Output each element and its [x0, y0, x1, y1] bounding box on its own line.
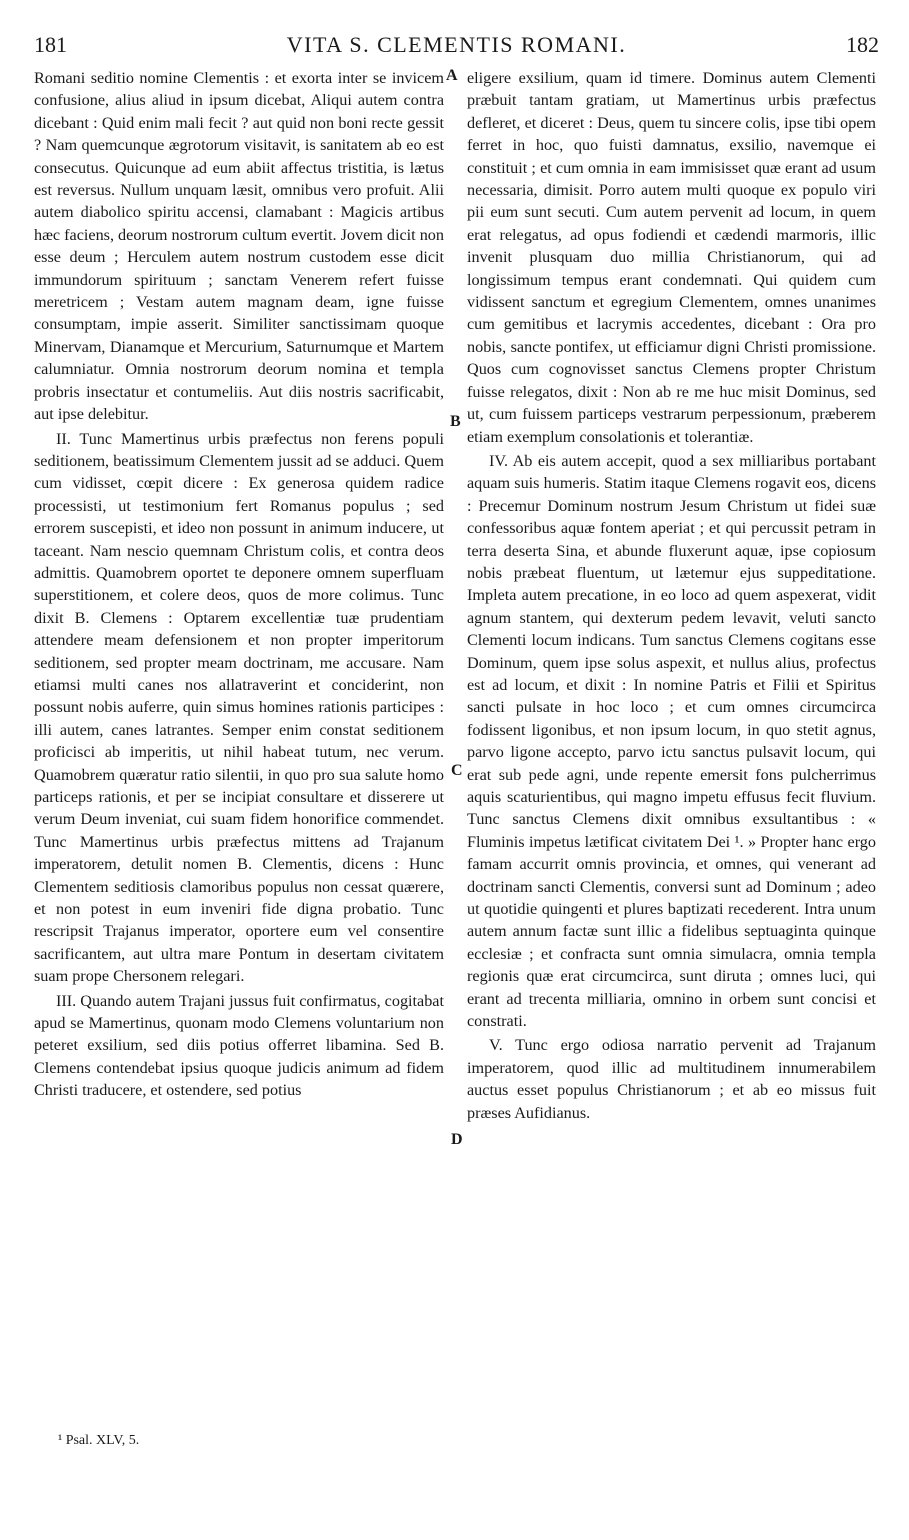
margin-marker-b: B [450, 413, 461, 430]
paragraph-right-3: V. Tunc ergo odiosa narratio pervenit ad Trajanum imperatorem, quod illic ad multitudinem innumerabilem auctus esset populus Christianorum ; et ab eo missus fuit præses Aufidianus. [467, 1036, 876, 1122]
left-column [34, 67, 444, 1102]
paragraph-left-3: III. Quando autem Trajani jussus fuit confirmatus, cogitabat apud se Mamertinus, quonam modo Clemens voluntarium non peteret exsilium, sed diis potius offerret libamina. Sed B. Clemens contendebat ipsius quoque judicis animum ad fidem Christi traducere, et ostendere, sed potius [34, 991, 444, 1100]
paragraph-right-1: eligere exsilium, quam id timere. Dominus autem Clementi præbuit tantam gratiam, ut Mamertinus urbis præfectus defleret, et diceret : Deus, quem tu sincere colis, ipse tibi opem ferret in hoc, quo fuisti damnatus, exsilio, navemque ei constituit ; et cum omnia in eam immisisset quæ erant ad usum necessaria, dimisit. Porro autem multi quoque ex populo viri pii eum sunt secuti. Cum autem pervenit ad locum, in quem erat relegatus, ad opus fodiendi et cædendi marmoris, illic invenit plusquam duo millia Christianorum, qui ad longissimum tempus erant condemnati. Qui quidem cum vidissent sanctum et egregium Clementem, omnes unanimes cum gemitibus et lacrymis accedentes, dicebant : Ora pro nobis, sancte pontifex, ut efficiamur digni Christi promissione. Quos cum cognovisset sanctus Clemens propter Christum fuisse relegatos, dixit : Non ab re me huc misit Dominus, sed ut, cum fuissem particeps vestrarum perpessionum, præberem etiam exemplum consolationis et tolerantiæ. [467, 69, 876, 446]
footnote: ¹ Psal. XLV, 5. [58, 1433, 140, 1448]
page-header [34, 32, 879, 58]
paragraph-right-2: IV. Ab eis autem accepit, quod a sex milliaribus portabant aquam suis humeris. Statim itaque Clemens rogavit eos, dicens : Precemur Dominum nostrum Jesum Christum ut fidei suæ confessoribus aquæ fontem aperiat ; et qui percussit petram in terra deserta Sina, et abunde fluxerunt aquæ, ipse copiosum nobis præbeat fluentum, ut lætemur ejus suppeditatione. Impleta autem precatione, in eo loco ad quem aspexerat, vidit agnum stantem, qui dexterum pedem levavit, veluti sancto Clementi locum indicans. Tum sanctus Clemens cogitans esse Dominum, quem ipse solus aspexit, et nullus alius, profectus est ad locum, et dixit : In nomine Patris et Filii et Spiritus sancti pulsate in hoc loco ; et cum omnes circumcirca fodissent ligonibus, et non ipsum locum, in quo stetit agnus, parvo ligone accepto, parvo ictu sanctus pulsavit locum, qui erat sub pede agni, unde repente emersit fons pulcherrimus aquis scaturientibus, qui magno impetu effusus fecit fluvium. Tunc sanctus Clemens dixit omnibus exsultantibus : « Fluminis impetus lætificat civitatem Dei ¹. » Propter hanc ergo famam accurrit omnis provincia, et omnes, qui venerant ad doctrinam sancti Clementis, conversi sunt ad Dominum ; adeo ut quotidie quingenti et plures baptizati recederent. Intra unum autem annum factæ sunt illic a fidelibus septuaginta quinque ecclesiæ ; et confracta sunt omnia simulacra, omnia templa regionis quæ erat circumcirca, sunt diruta ; omnes luci, qui erant ad trecenta milliaria, omnino in orbem sunt concisi et constrati. [467, 451, 876, 1031]
margin-marker-d: D [451, 1131, 463, 1148]
running-title: VITA S. CLEMENTIS ROMANI. [286, 32, 627, 57]
paragraph-left-1: Romani seditio nomine Clementis : et exorta inter se invicem confusione, alius aliud in ipsum dicebat, Aliqui autem contra dicebant : Quid enim mali fecit ? aut quid non boni recte gessit ? Nam quemcunque ægrotorum visitavit, is sanitatem ab eo est consecutus. Quicunque ad eum abiit affectus tristitia, is lætus est reversus. Nullum unquam læsit, omnibus vero profuit. Alii autem diabolico spiritu accensi, clamabant : Magicis artibus hæc faciens, deorum nostrorum cultum evertit. Jovem dicit non esse deum ; Herculem autem nostrum custodem esse dicit immundorum spirituum ; sanctam Venerem refert fuisse meretricem ; Vestam autem magnam deam, igne fuisse consumptam, impie asserit. Similiter sanctissimam quoque Minervam, Dianamque et Mercurium, Saturnumque et Martem calumniatur. Omnia nostrorum deorum nomina et templa probris insectatur et contumeliis. Aut diis nostris sacrificabit, aut ipse delebitur. [34, 69, 444, 424]
margin-marker-c: C [451, 762, 463, 779]
margin-marker-a: A [446, 67, 458, 84]
page-number-right: 182 [846, 32, 879, 57]
right-column [467, 67, 876, 1124]
paragraph-left-2: II. Tunc Mamertinus urbis præfectus non ferens populi seditionem, beatissimum Clementem jussit ad se adduci. Quem cum vidisset, cœpit dicere : Ex generosa quidem radice processisti, ut testimonium fert Romanus populus ; sed errorem suscepisti, et ideo non possunt in animum inducere, ut taceant. Nam nescio quemnam Christum colis, et contra deos admittis. Quamobrem oportet te deponere omnem superfluam superstitionem, et colere deos, quos de more colimus. Tunc dixit B. Clemens : Optarem excellentiæ tuæ prudentiam attendere meam defensionem et non propter imperitorum seditionem, sed propter meam doctrinam, me accusare. Nam etiamsi multi canes nos allatraverint et conciderint, non possunt nobis auferre, quin simus homines rationis participes : illi autem, canes latrantes. Semper enim constat seditionem proficisci ab imperitis, ut nihil habeat tutum, nec verum. Quamobrem quæratur ratio silentii, in quo pro sua salute homo particeps rationis, et per se incipiat consultare et disserere ut verum Deum inveniat, cui suam fidem honorifice commendet. Tunc Mamertinus urbis præfectus mittens ad Trajanum imperatorem, detulit nomen B. Clementis, dicens : Hunc Clementem seditiosis clamoribus populus non cessat quærere, et non potest in eum inveniri fide digna probatio. Tunc rescripsit Trajanus imperator, oportere eum vel consentire sacrificantem, aut ultra mare Pontum in desertam civitatem suam prope Chersonem relegari. [34, 429, 444, 986]
page-number-left: 181 [34, 32, 67, 57]
